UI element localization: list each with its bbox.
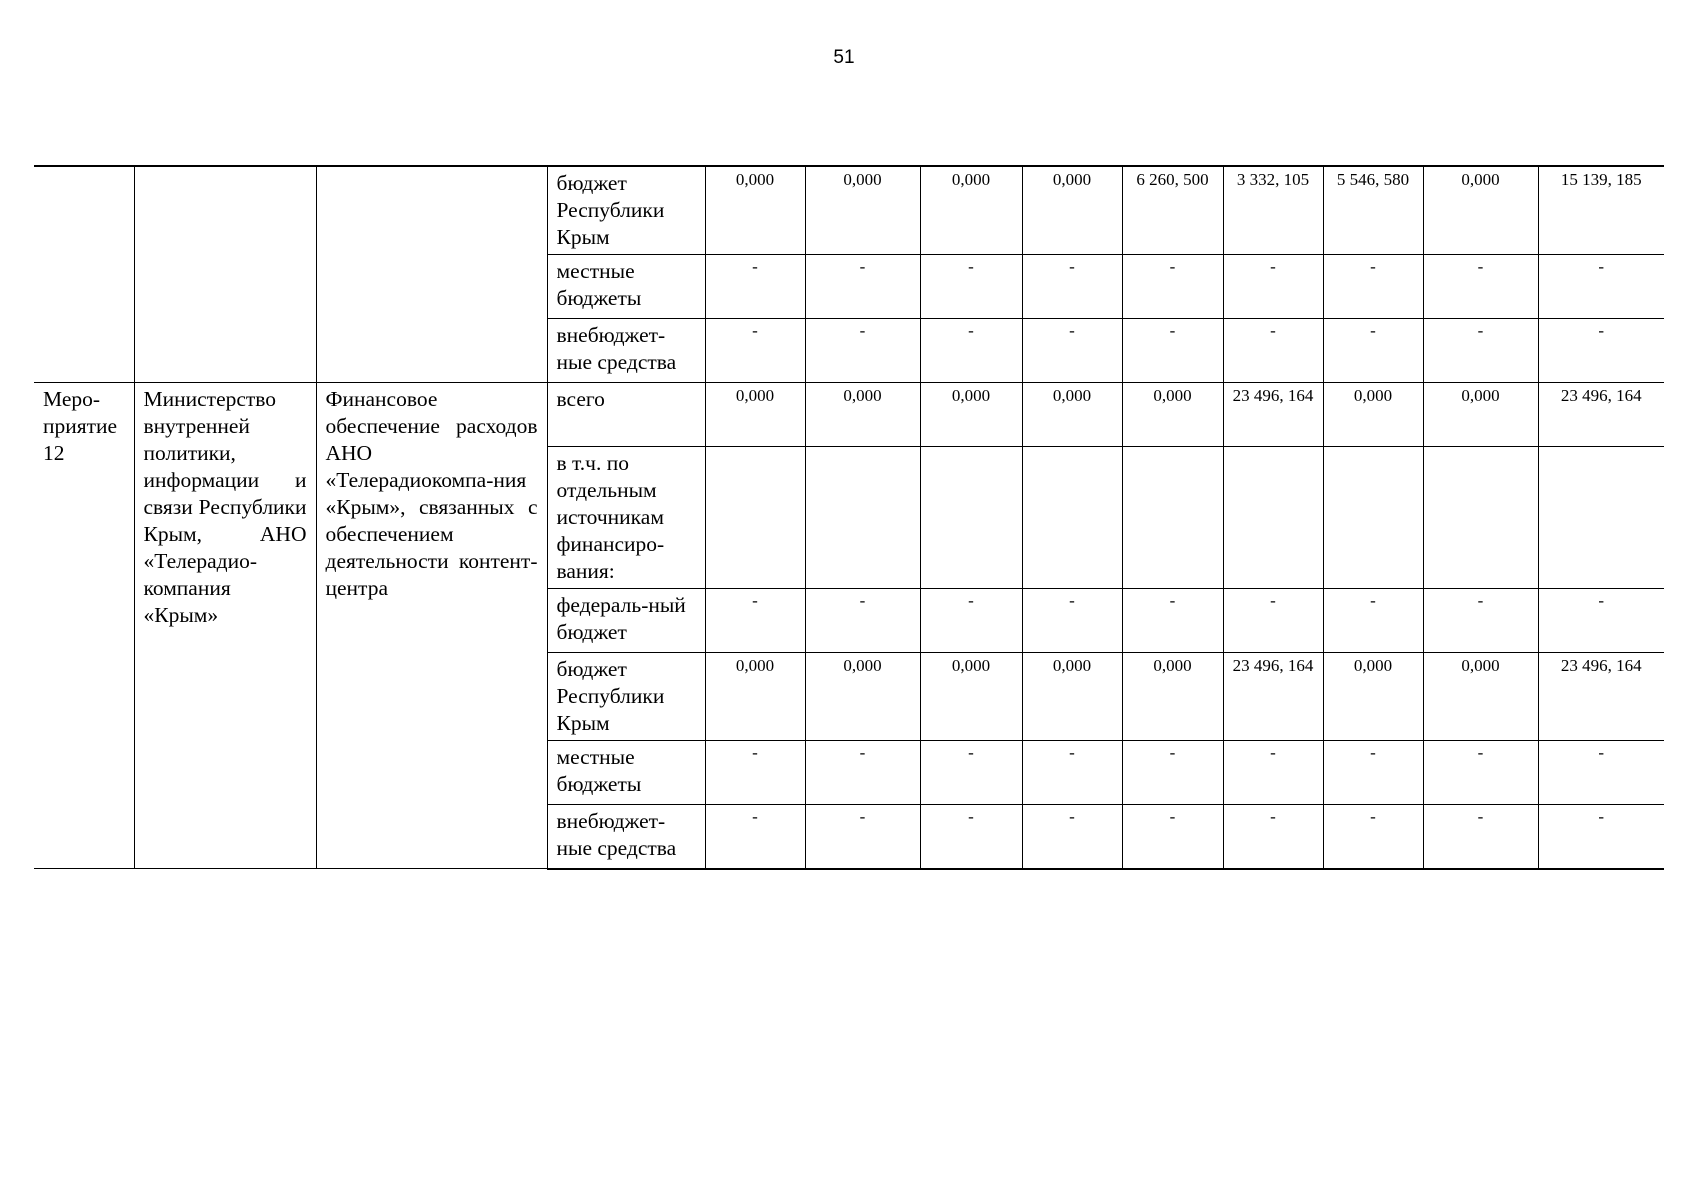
value-cell (705, 319, 805, 383)
value-cell (1423, 741, 1538, 805)
page-number: 51 (833, 47, 855, 68)
cell-value: 0,000 (1353, 656, 1393, 675)
cell-value: - (1169, 257, 1176, 276)
value-cell (1223, 653, 1323, 741)
value-cell (1122, 805, 1223, 869)
cell-value: 0,000 (951, 656, 991, 675)
value-cell (705, 589, 805, 653)
cell-value: - (752, 743, 758, 762)
value-cell (1223, 166, 1323, 255)
description-cell-text: Финансовое обеспечение расходов АНО «Телерадиокомпа-ния «Крым», связанных с обеспечением деятельности контент-центра (325, 387, 538, 600)
cell-value: - (1270, 321, 1276, 340)
cell-value: - (968, 743, 974, 762)
value-cell (805, 805, 920, 869)
value-cell (1423, 166, 1538, 255)
cell-value: 0,000 (735, 656, 775, 675)
cell-value: 0,000 (735, 386, 775, 405)
cell-value: - (752, 257, 758, 276)
cell-value: - (1370, 743, 1376, 762)
value-cell (705, 166, 805, 255)
source-cell-text: внебюджет-ные средства (556, 809, 677, 860)
cell-value: 23 496, 164 (1232, 386, 1314, 405)
cell-value: - (1270, 743, 1276, 762)
value-cell (805, 653, 920, 741)
cell-value: - (859, 321, 866, 340)
cell-value: - (1598, 257, 1605, 276)
value-cell (1538, 166, 1664, 255)
value-cell (1323, 319, 1423, 383)
source-cell-text: внебюджет-ные средства (556, 323, 677, 374)
value-cell (1022, 805, 1122, 869)
cell-value: 3 332, 105 (1236, 170, 1310, 189)
source-cell-text: всего (556, 387, 605, 411)
value-cell (1122, 383, 1223, 447)
description-cell (316, 383, 547, 869)
cell-value: 23 496, 164 (1232, 656, 1314, 675)
value-cell (1122, 319, 1223, 383)
value-cell (920, 255, 1022, 319)
value-cell (805, 166, 920, 255)
cell-value: - (1370, 257, 1376, 276)
source-cell (547, 653, 705, 741)
source-cell (547, 589, 705, 653)
value-cell (1022, 589, 1122, 653)
cell-value: - (1270, 807, 1276, 826)
cell-value: 0,000 (1052, 170, 1092, 189)
value-cell (1538, 741, 1664, 805)
value-cell (920, 166, 1022, 255)
cell-value: 0,000 (1052, 656, 1092, 675)
cell-value: - (1069, 743, 1075, 762)
source-cell-text: местные бюджеты (556, 745, 642, 796)
value-cell (1423, 805, 1538, 869)
value-cell (1122, 653, 1223, 741)
value-cell (1323, 805, 1423, 869)
value-cell (1423, 589, 1538, 653)
value-cell (1323, 383, 1423, 447)
value-cell (1223, 383, 1323, 447)
value-cell (920, 589, 1022, 653)
value-cell (705, 653, 805, 741)
value-cell (1538, 805, 1664, 869)
source-cell-text: федераль-ный бюджет (556, 593, 686, 644)
source-cell-text: бюджет Республики Крым (556, 171, 665, 249)
value-cell (1223, 319, 1323, 383)
cell-value: 0,000 (1461, 656, 1500, 675)
cell-value: 0,000 (843, 386, 882, 405)
value-cell (1022, 447, 1122, 589)
cell-value: 0,000 (1153, 656, 1192, 675)
executor-cell (134, 383, 316, 869)
value-cell (1538, 383, 1664, 447)
value-cell (1423, 319, 1538, 383)
budget-table (34, 165, 1664, 870)
source-cell (547, 166, 705, 255)
cell-value: 0,000 (951, 170, 991, 189)
value-cell (705, 383, 805, 447)
cell-value: - (752, 807, 758, 826)
cell-value: - (968, 807, 974, 826)
cell-value: - (968, 257, 974, 276)
cell-value: - (1169, 743, 1176, 762)
value-cell (1022, 741, 1122, 805)
value-cell (805, 741, 920, 805)
value-cell (1223, 805, 1323, 869)
value-cell (1122, 589, 1223, 653)
cell-value: - (859, 591, 866, 610)
executor-cell (134, 166, 316, 383)
source-cell (547, 447, 705, 589)
cell-value: 0,000 (1461, 170, 1500, 189)
cell-value: - (1477, 591, 1484, 610)
measure-name-cell-text: Меро-приятие 12 (43, 387, 118, 465)
value-cell (1538, 319, 1664, 383)
value-cell (1022, 166, 1122, 255)
cell-value: - (1477, 257, 1484, 276)
cell-value: - (1598, 743, 1605, 762)
value-cell (1122, 741, 1223, 805)
cell-value: - (1477, 743, 1484, 762)
value-cell (805, 447, 920, 589)
value-cell (1423, 383, 1538, 447)
cell-value: - (859, 743, 866, 762)
value-cell (1022, 653, 1122, 741)
cell-value: - (968, 591, 974, 610)
value-cell (920, 805, 1022, 869)
cell-value: - (1069, 807, 1075, 826)
cell-value: - (1370, 807, 1376, 826)
cell-value: - (1270, 257, 1276, 276)
value-cell (1323, 255, 1423, 319)
source-cell (547, 319, 705, 383)
cell-value: 0,000 (1353, 386, 1393, 405)
value-cell (1122, 255, 1223, 319)
cell-value: - (1598, 591, 1605, 610)
value-cell (1538, 255, 1664, 319)
value-cell (1423, 447, 1538, 589)
value-cell (920, 319, 1022, 383)
cell-value: 0,000 (843, 656, 882, 675)
value-cell (805, 319, 920, 383)
measure-name-cell (34, 383, 134, 869)
value-cell (705, 255, 805, 319)
source-cell-text: бюджет Республики Крым (556, 657, 665, 735)
source-cell (547, 383, 705, 447)
cell-value: 0,000 (1153, 386, 1192, 405)
cell-value: - (859, 257, 866, 276)
cell-value: 0,000 (951, 386, 991, 405)
cell-value: - (859, 807, 866, 826)
cell-value: - (752, 591, 758, 610)
value-cell (920, 447, 1022, 589)
value-cell (1323, 166, 1423, 255)
cell-value: - (1370, 321, 1376, 340)
cell-value: - (968, 321, 974, 340)
cell-value: - (1169, 591, 1176, 610)
value-cell (1122, 447, 1223, 589)
cell-value: 0,000 (735, 170, 775, 189)
cell-value: - (1477, 321, 1484, 340)
cell-value: - (1069, 257, 1075, 276)
source-cell (547, 255, 705, 319)
value-cell (1323, 447, 1423, 589)
value-cell (805, 255, 920, 319)
source-cell (547, 741, 705, 805)
cell-value: 0,000 (843, 170, 882, 189)
cell-value: - (1598, 321, 1605, 340)
cell-value: 0,000 (1052, 386, 1092, 405)
value-cell (1022, 319, 1122, 383)
cell-value: 5 546, 580 (1336, 170, 1410, 189)
value-cell (1122, 166, 1223, 255)
cell-value: 23 496, 164 (1560, 386, 1642, 405)
value-cell (920, 741, 1022, 805)
cell-value: - (1270, 591, 1276, 610)
table-row (34, 383, 1664, 447)
value-cell (1223, 741, 1323, 805)
source-cell-text: местные бюджеты (556, 259, 642, 310)
value-cell (1538, 589, 1664, 653)
cell-value: - (1069, 321, 1075, 340)
source-cell-text: в т.ч. по отдельным источникам финансиро-вания: (556, 451, 665, 583)
table-row (34, 166, 1664, 255)
value-cell (705, 741, 805, 805)
value-cell (1323, 741, 1423, 805)
cell-value: 23 496, 164 (1560, 656, 1642, 675)
value-cell (1022, 383, 1122, 447)
value-cell (1423, 255, 1538, 319)
executor-cell-text: Министерство внутренней политики, информации и связи Республики Крым, АНО «Телерадио-компания «Крым» (143, 387, 307, 627)
measure-cell (34, 166, 134, 383)
cell-value: - (1169, 807, 1176, 826)
value-cell (1223, 447, 1323, 589)
value-cell (1223, 589, 1323, 653)
value-cell (920, 653, 1022, 741)
source-cell (547, 805, 705, 869)
cell-value: 6 260, 500 (1136, 170, 1209, 189)
value-cell (1538, 447, 1664, 589)
value-cell (805, 383, 920, 447)
value-cell (805, 589, 920, 653)
cell-value: 15 139, 185 (1560, 170, 1642, 189)
cell-value: - (1069, 591, 1075, 610)
value-cell (705, 805, 805, 869)
value-cell (1022, 255, 1122, 319)
value-cell (705, 447, 805, 589)
value-cell (1323, 589, 1423, 653)
cell-value: - (1370, 591, 1376, 610)
value-cell (1323, 653, 1423, 741)
cell-value: 0,000 (1461, 386, 1500, 405)
cell-value: - (1477, 807, 1484, 826)
value-cell (1538, 653, 1664, 741)
cell-value: - (1169, 321, 1176, 340)
value-cell (1223, 255, 1323, 319)
description-cell (316, 166, 547, 383)
cell-value: - (1598, 807, 1605, 826)
value-cell (1423, 653, 1538, 741)
cell-value: - (752, 321, 758, 340)
value-cell (920, 383, 1022, 447)
